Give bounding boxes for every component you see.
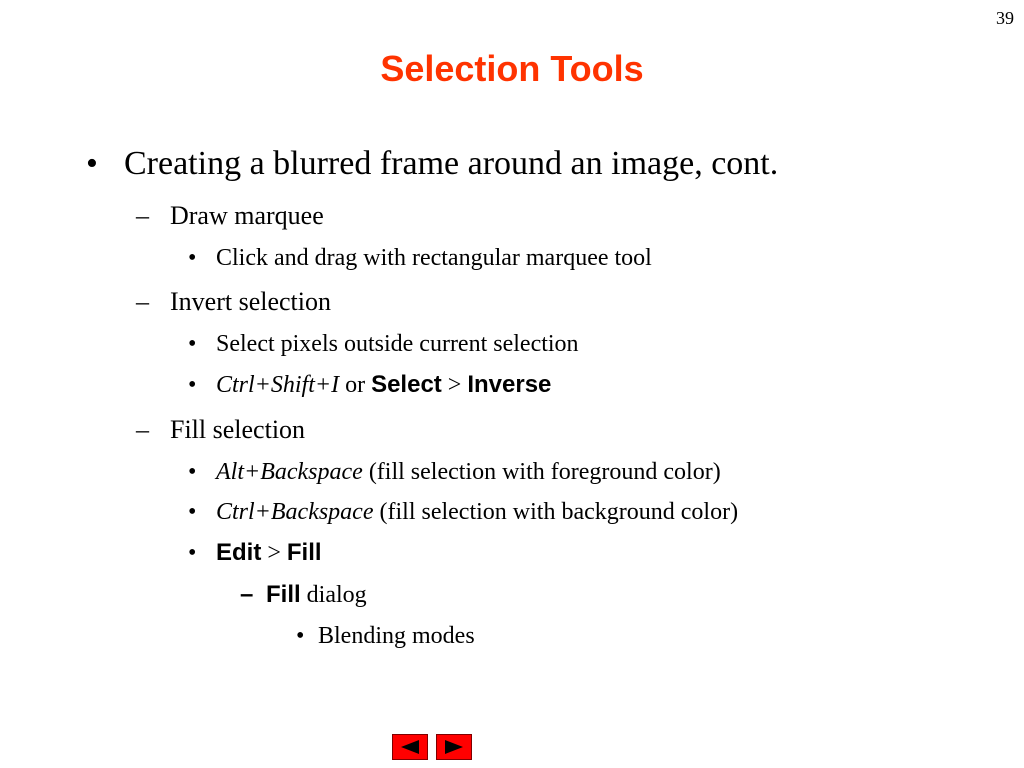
bullet-level-4 [240, 581, 367, 609]
dash-marker: – [240, 581, 254, 608]
menu-command: Fill [286, 539, 322, 566]
dash-marker: – [136, 287, 149, 316]
bullet-level-2 [136, 287, 331, 317]
menu-name: Select [371, 371, 442, 398]
bullet-marker: • [86, 145, 98, 182]
dialog-name: Fill [266, 581, 301, 608]
bullet-level-3 [188, 331, 579, 358]
bullet-marker: • [188, 499, 197, 525]
next-slide-button[interactable] [436, 734, 472, 760]
previous-slide-button[interactable] [392, 734, 428, 760]
bullet-marker: • [188, 540, 197, 566]
dash-marker: – [136, 415, 149, 444]
bullet-level-3 [188, 371, 551, 399]
slide-navigation [392, 734, 472, 760]
bullet-marker: • [188, 372, 197, 398]
keyboard-shortcut: Alt+Backspace [216, 459, 363, 485]
keyboard-shortcut: Ctrl+Backspace [216, 499, 374, 525]
bullet-text: Fill selection [170, 415, 306, 444]
triangle-right-icon [443, 739, 465, 755]
bullet-marker: • [188, 245, 197, 271]
bullet-text: Draw marquee [170, 201, 324, 230]
bullet-level-3 [188, 499, 738, 526]
bullet-level-3 [188, 459, 721, 486]
bullet-text: Invert selection [170, 287, 331, 316]
bullet-marker: • [188, 331, 197, 357]
bullet-text: Blending modes [318, 623, 475, 649]
bullet-level-2 [136, 201, 324, 231]
bullet-text: dialog [300, 582, 367, 608]
bullet-text: Click and drag with rectangular marquee tool [216, 245, 652, 271]
bullet-level-1 [86, 145, 778, 183]
bullet-text: (fill selection with foreground color) [362, 459, 721, 485]
bullet-marker: • [296, 623, 305, 649]
menu-command: Inverse [467, 371, 552, 398]
bullet-text: (fill selection with background color) [373, 499, 739, 525]
bullet-text: Creating a blurred frame around an image, cont. [124, 145, 779, 182]
menu-separator: > [261, 540, 287, 566]
bullet-level-3 [188, 245, 652, 272]
bullet-level-3 [188, 539, 322, 567]
bullet-level-2 [136, 415, 305, 445]
menu-separator: > [441, 372, 468, 398]
bullet-text: Select pixels outside current selection [216, 331, 579, 357]
bullet-marker: • [188, 459, 197, 485]
menu-name: Edit [216, 539, 262, 566]
bullet-level-5 [296, 623, 475, 650]
triangle-left-icon [399, 739, 421, 755]
page-number: 39 [996, 8, 1014, 28]
dash-marker: – [136, 201, 149, 230]
slide-title: Selection Tools [380, 48, 644, 89]
connector-text: or [339, 372, 372, 398]
keyboard-shortcut: Ctrl+Shift+I [216, 372, 340, 398]
